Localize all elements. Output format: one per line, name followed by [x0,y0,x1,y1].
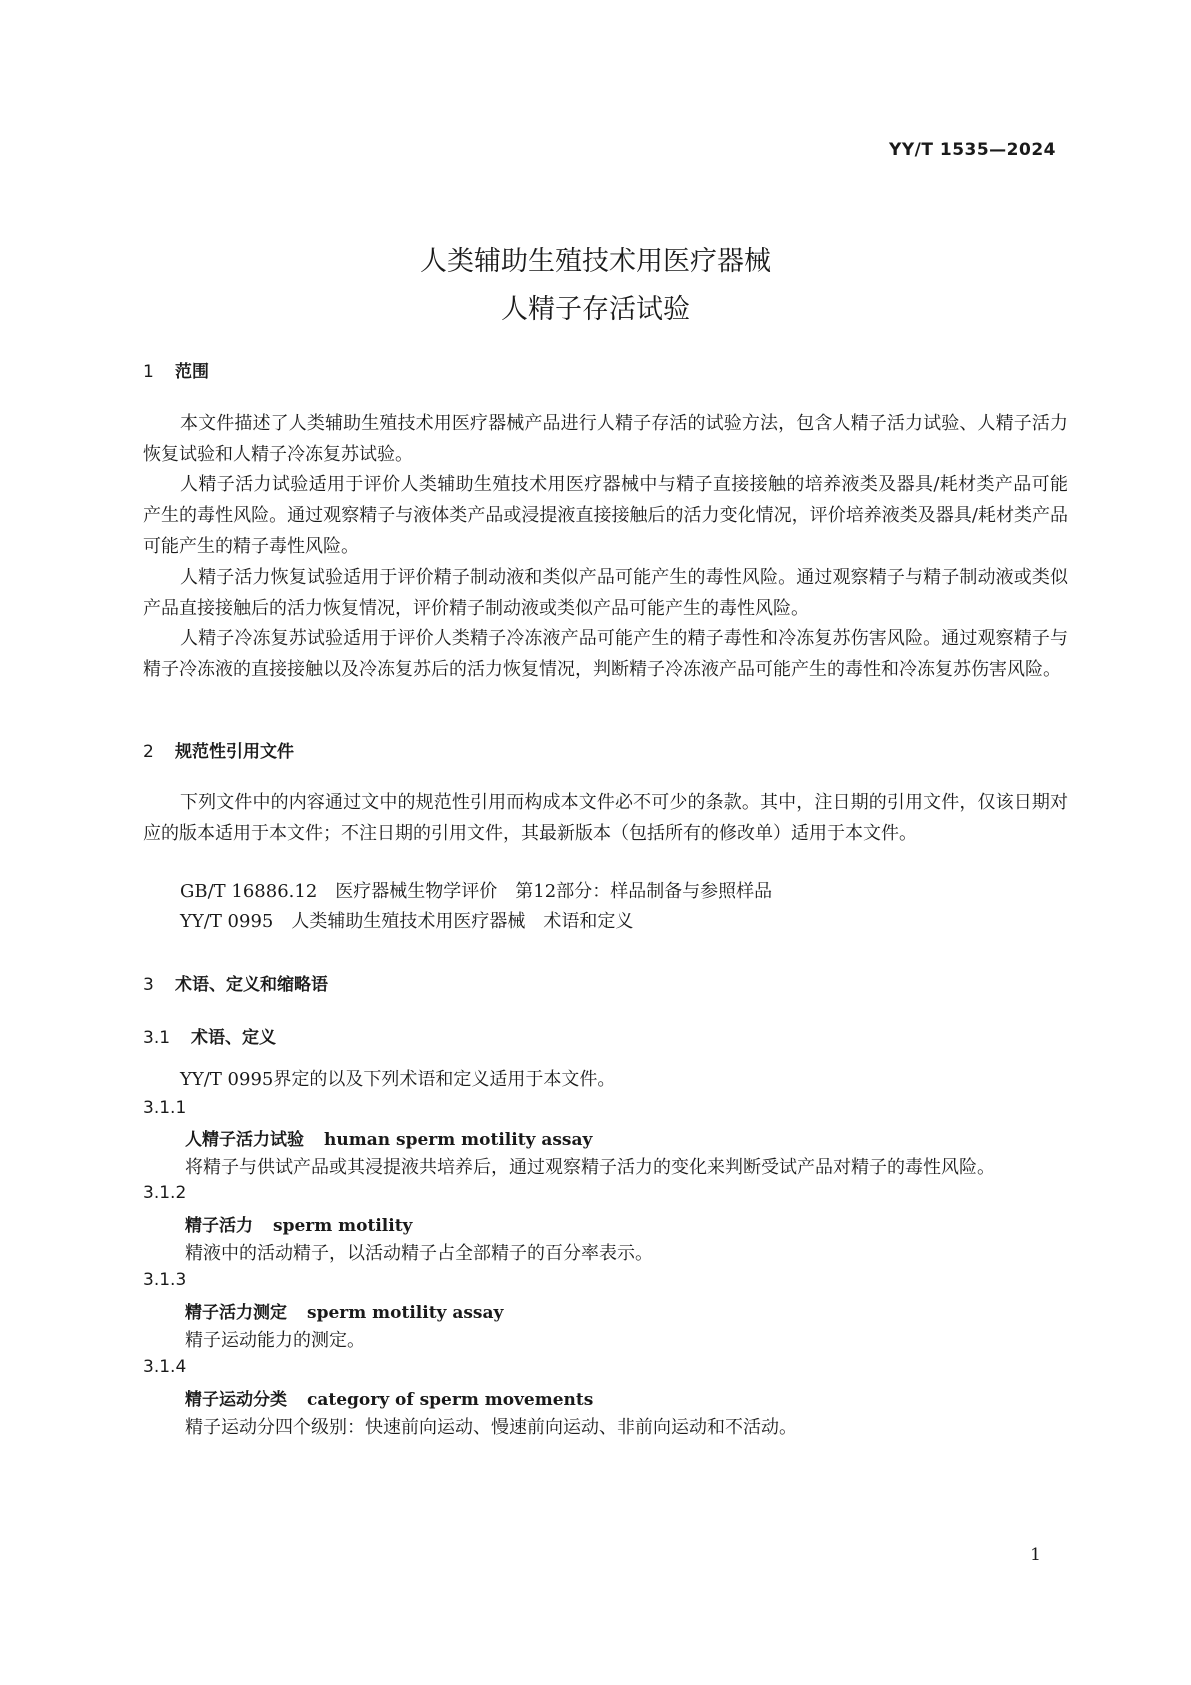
paragraph: 人精子冷冻复苏试验适用于评价人类精子冷冻液产品可能产生的精子毒性和冷冻复苏伤害风险。通过观察精子与精子冷冻液的直接接触以及冷冻复苏后的活力恢复情况，判断精子冷冻液产品可能产生的毒性和冷冻复苏伤害风险。 [143,628,1068,680]
document-code: YY/T 1535—2024 [889,140,1056,160]
term-number: 3.1.3 [143,1270,187,1290]
term-name [185,1385,593,1410]
term-number: 3.1.4 [143,1357,187,1377]
term-chinese: 精子运动分类 [185,1390,287,1410]
section-title: 范围 [175,362,209,382]
section-number: 2 [143,742,154,762]
subsection-3-1-heading [143,1023,276,1048]
term-definition: 精子运动能力的测定。 [185,1330,365,1351]
term-definition: 将精子与供试产品或其浸提液共培养后，通过观察精子活力的变化来判断受试产品对精子的毒性风险。 [185,1157,995,1178]
term-chinese: 精子活力测定 [185,1303,287,1323]
reference-item: YY/T 0995 人类辅助生殖技术用医疗器械 术语和定义 [180,911,634,932]
page-number: 1 [1030,1545,1041,1565]
section-1-heading [143,357,209,382]
paragraph: 人精子活力恢复试验适用于评价精子制动液和类似产品可能产生的毒性风险。通过观察精子与精子制动液或类似产品直接接触后的活力恢复情况，评价精子制动液或类似产品可能产生的毒性风险。 [143,567,1068,619]
term-definition: 精液中的活动精子，以活动精子占全部精子的百分率表示。 [185,1243,653,1264]
term-chinese: 精子活力 [185,1216,253,1236]
term-english: human sperm motility assay [324,1130,593,1150]
subsection-title: 术语、定义 [191,1028,276,1048]
term-definition: 精子运动分四个级别：快速前向运动、慢速前向运动、非前向运动和不活动。 [185,1417,797,1438]
term-name [185,1125,592,1150]
section-2-heading [143,737,294,762]
section-title: 术语、定义和缩略语 [175,975,328,995]
term-chinese: 人精子活力试验 [185,1130,304,1150]
section-number: 3 [143,975,154,995]
section-3-heading [143,970,328,995]
paragraph: 下列文件中的内容通过文中的规范性引用而构成本文件必不可少的条款。其中，注日期的引用文件，仅该日期对应的版本适用于本文件；不注日期的引用文件，其最新版本（包括所有的修改单）适用于本文件。 [143,792,1068,844]
term-name [185,1298,503,1323]
section-title: 规范性引用文件 [175,742,294,762]
title-line-2: 人精子存活试验 [501,294,690,325]
term-english: sperm motility [273,1216,413,1236]
term-english: category of sperm movements [307,1390,594,1410]
term-english: sperm motility assay [307,1303,504,1323]
term-number: 3.1.2 [143,1183,187,1203]
reference-item: GB/T 16886.12 医疗器械生物学评价 第12部分：样品制备与参照样品 [180,881,773,902]
subsection-number: 3.1 [143,1028,171,1048]
title-line-1: 人类辅助生殖技术用医疗器械 [420,246,771,277]
document-title [0,238,1191,334]
section-number: 1 [143,362,154,382]
paragraph: YY/T 0995界定的以及下列术语和定义适用于本文件。 [180,1069,616,1090]
paragraph: 人精子活力试验适用于评价人类辅助生殖技术用医疗器械中与精子直接接触的培养液类及器具/耗材类产品可能产生的毒性风险。通过观察精子与液体类产品或浸提液直接接触后的活力变化情况，评价培养液类及器具/耗材类产品可能产生的精子毒性风险。 [143,474,1068,557]
paragraph: 本文件描述了人类辅助生殖技术用医疗器械产品进行人精子存活的试验方法，包含人精子活力试验、人精子活力恢复试验和人精子冷冻复苏试验。 [143,413,1068,465]
term-number: 3.1.1 [143,1098,187,1118]
term-name [185,1211,412,1236]
